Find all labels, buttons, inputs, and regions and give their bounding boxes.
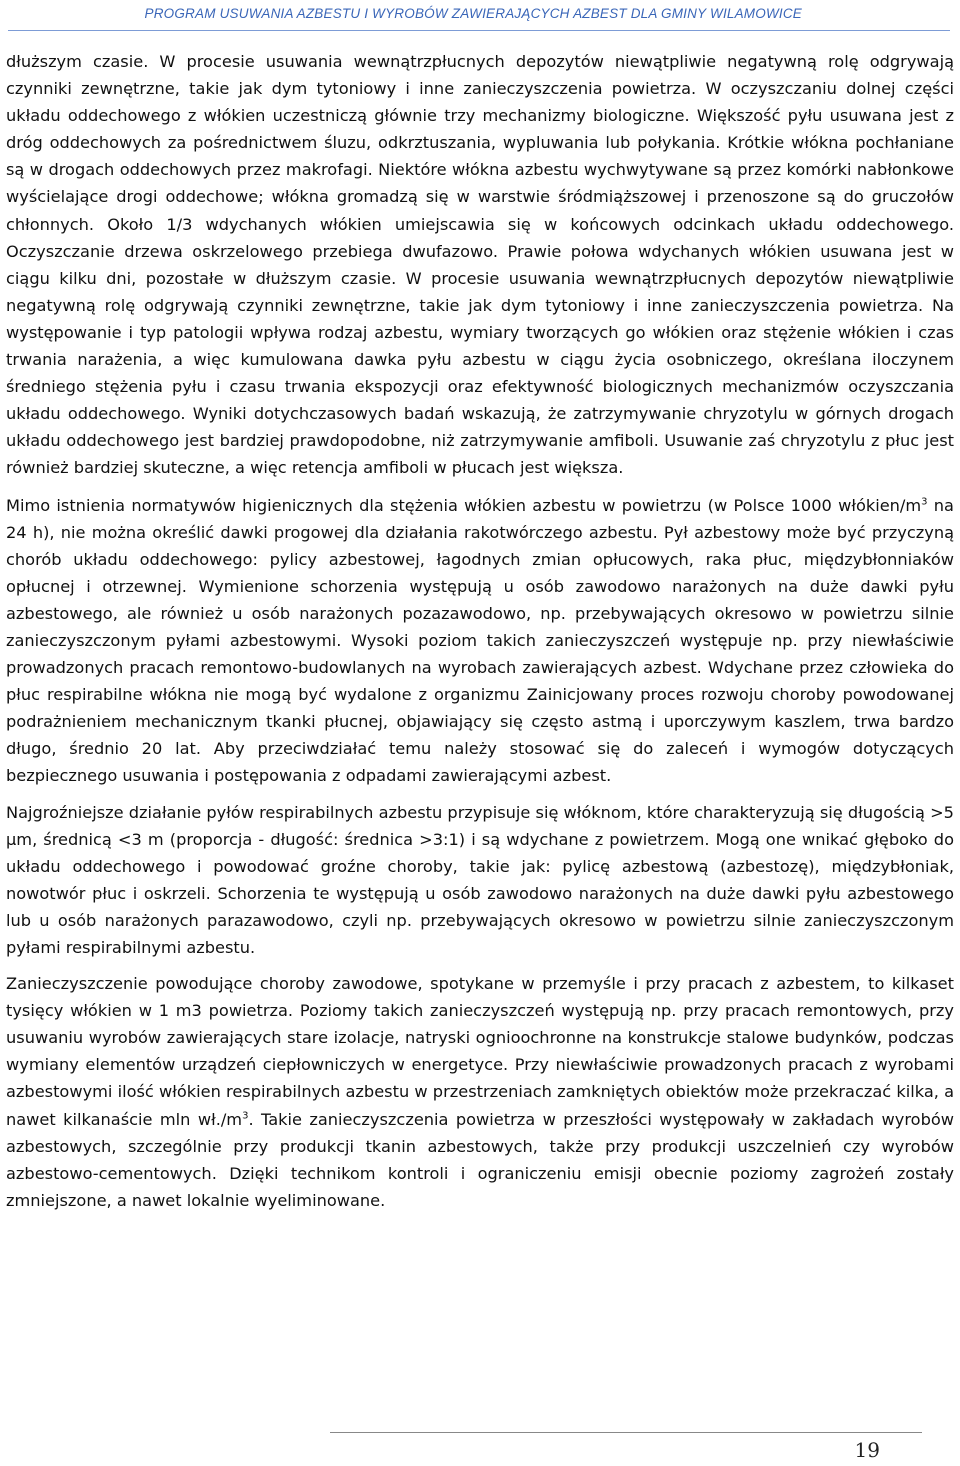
superscript: 3	[921, 496, 928, 508]
superscript: 3	[242, 1110, 249, 1122]
paragraph-2-text-b: na 24 h), nie można określić dawki progowej dla działania rakotwórczego azbestu. Pył azbestowy może być przyczyną chorób układu oddechowego: pylicy azbestowej, łagodnych zmian opłucowych, raka płuc, międzybłonniaków opłucnej i otrzewnej. Wymienione schorzenia występują u osób zawodowo narażonych na duże dawki pyłu azbestowego, ale również u osób narażonych pozazawodowo, np. przebywających okresowo w powietrzu silnie zanieczyszczonym pyłami azbestowymi. Wysoki poziom takich zanieczyszczeń występuje np. przy niewłaściwie prowadzonych pracach remontowo-budowlanych na wyrobach zawierających azbest. Wdychane przez człowieka do płuc respirabilne włókna nie mogą być wydalone z organizmu Zainicjowany proces rozwoju choroby powodowanej podrażnieniem mechanicznym tkanki płucnej, objawiający się często astmą i uporczywym kaszlem, trwa bardzo długo, średnio 20 lat. Aby przeciwdziałać temu należy stosować się do zaleceń i wymogów dotyczących bezpiecznego usuwania i postępowania z odpadami zawierającymi azbest.	[6, 495, 954, 786]
body-text	[6, 48, 954, 1223]
header-divider	[8, 30, 950, 31]
page-number: 19	[854, 1438, 880, 1462]
paragraph-2	[6, 492, 954, 790]
paragraph-3: Najgroźniejsze działanie pyłów respirabilnych azbestu przypisuje się włóknom, które charakteryzują się długością >5 µm, średnicą <3 m (proporcja - długość: średnica >3:1) i są wdychane z powietrzem. Mogą one wnikać głęboko do układu oddechowego i powodować groźne choroby, takie jak: pylicę azbestową (azbestozę), międzybłoniak, nowotwór płuc i oskrzeli. Schorzenia te występują u osób zawodowo narażonych na duże dawki pyłu azbestowego lub u osób narażonych parazawodowo, czyli np. przebywających okresowo w powietrzu silnie zanieczyszczonym pyłami respirabilnymi azbestu.	[6, 802, 954, 957]
paragraph-4-text-b: . Takie zanieczyszczenia powietrza w przeszłości występowały w zakładach wyrobów azbestowych, szczególnie przy produkcji tkanin azbestowych, także przy produkcji uszczelnień czy wyrobów azbestowo-cementowych. Dzięki technikom kontroli i ograniczeniu emisji obecnie poziomy zagrożeń zostały zmniejszone, a nawet lokalnie wyeliminowane.	[6, 1109, 954, 1210]
footer-divider	[330, 1432, 922, 1433]
running-header: PROGRAM USUWANIA AZBESTU I WYROBÓW ZAWIERAJĄCYCH AZBEST DLA GMINY WILAMOWICE	[144, 6, 802, 21]
paragraph-1: dłuższym czasie. W procesie usuwania wewnątrzpłucnych depozytów niewątpliwie negatywną rolę odgrywają czynniki zewnętrzne, takie jak dym tytoniowy i inne zanieczyszczenia powietrza. W oczyszczaniu dolnej części układu oddechowego z włókien uczestniczą głównie trzy mechanizmy biologiczne. Większość pyłu usuwana jest z dróg oddechowych za pośrednictwem śluzu, odkrztuszania, wypluwania lub połykania. Krótkie włókna pochłaniane są w drogach oddechowych przez makrofagi. Niektóre włókna azbestu wychwytywane są przez komórki nabłonkowe wyścielające drogi oddechowe; włókna gromadzą się w warstwie śródmiąższowej i przenoszone są do gruczołów chłonnych. Około 1/3 wdychanych włókien umiejscawia się w końcowych odcinkach układu oddechowego. Oczyszczanie drzewa oskrzelowego przebiega dwufazowo. Prawie połowa wdychanych włókien usuwana jest w ciągu kilku dni, pozostałe w dłuższym czasie. W procesie usuwania wewnątrzpłucnych depozytów niewątpliwie negatywną rolę odgrywają czynniki zewnętrzne, takie jak dym tytoniowy i inne zanieczyszczenia powietrza. Na występowanie i typ patologii wpływa rodzaj azbestu, wymiary tworzących go włókien oraz stężenie włókien i czas trwania narażenia, a więc kumulowana dawka pyłu azbestu w ciągu życia osobniczego, określana iloczynem średniego stężenia pyłu i czasu trwania ekspozycji oraz efektywność biologicznych mechanizmów oczyszczania układu oddechowego. Wyniki dotychczasowych badań wskazują, że zatrzymywanie chryzotylu w górnych drogach układu oddechowego jest bardziej prawdopodobne, niż zatrzymywanie amfiboli. Usuwanie zaś chryzotylu z płuc jest również bardziej skuteczne, a więc retencja amfiboli w płucach jest większa.	[6, 52, 954, 478]
paragraph-4	[6, 970, 954, 1214]
paragraph-4-text-a: Zanieczyszczenie powodujące choroby zawodowe, spotykane w przemyśle i przy pracach z azbestem, to kilkaset tysięcy włókien w 1 m3 powietrza. Poziomy takich zanieczyszczeń występują np. przy pracach remontowych, przy usuwaniu wyrobów zawierających stare izolacje, natryski ognioochronne na konstrukcje stalowe budynków, podczas wymiany elementów urządzeń ciepłowniczych w energetyce. Przy niewłaściwie prowadzonych pracach z wyrobami azbestowymi ilość włókien respirabilnych azbestu w przestrzeniach zamkniętych obiektów może przekraczać kilka, a nawet kilkanaście mln wł./m	[6, 974, 954, 1129]
paragraph-2-text-a: Mimo istnienia normatywów higienicznych dla stężenia włókien azbestu w powietrzu (w Polsce 1000 włókien/m	[6, 495, 922, 515]
